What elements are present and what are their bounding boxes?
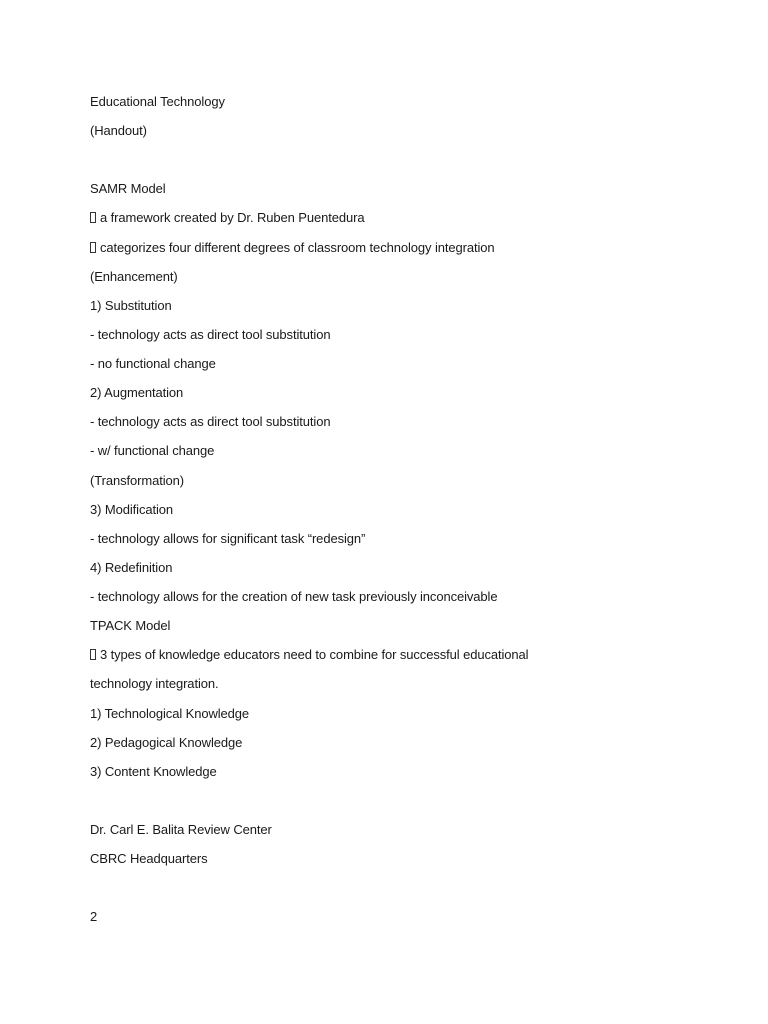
tpack-bullet-1 [90, 647, 528, 663]
document-title: Educational Technology [90, 94, 225, 109]
footer-location: CBRC Headquarters [90, 851, 208, 866]
samr-bullet-2 [90, 240, 495, 256]
samr-bullet-1-text: a framework created by Dr. Ruben Puentedura [100, 210, 365, 225]
tpack-item-2: 2) Pedagogical Knowledge [90, 735, 243, 750]
substitution-heading: 1) Substitution [90, 298, 172, 313]
enhancement-label: (Enhancement) [90, 269, 178, 284]
missing-glyph-icon [90, 242, 96, 253]
footer-organization: Dr. Carl E. Balita Review Center [90, 822, 272, 837]
page-number: 2 [90, 909, 98, 924]
transformation-label: (Transformation) [90, 473, 184, 488]
substitution-point-2: - no functional change [90, 356, 216, 371]
tpack-bullet-1-continuation: technology integration. [90, 676, 219, 691]
augmentation-point-1: - technology acts as direct tool substitution [90, 414, 331, 429]
modification-point-1: - technology allows for significant task “redesign” [90, 531, 366, 546]
redefinition-point-1: - technology allows for the creation of new task previously inconceivable [90, 589, 498, 604]
tpack-item-1: 1) Technological Knowledge [90, 706, 250, 721]
missing-glyph-icon [90, 649, 96, 660]
samr-bullet-2-text: categorizes four different degrees of classroom technology integration [100, 240, 495, 255]
samr-bullet-1 [90, 210, 365, 226]
document-subtitle: (Handout) [90, 123, 147, 138]
samr-heading: SAMR Model [90, 181, 166, 196]
substitution-point-1: - technology acts as direct tool substitution [90, 327, 331, 342]
modification-heading: 3) Modification [90, 502, 174, 517]
redefinition-heading: 4) Redefinition [90, 560, 173, 575]
augmentation-point-2: - w/ functional change [90, 443, 215, 458]
missing-glyph-icon [90, 212, 96, 223]
tpack-bullet-1-text: 3 types of knowledge educators need to combine for successful educational [100, 647, 529, 662]
tpack-heading: TPACK Model [90, 618, 171, 633]
tpack-item-3: 3) Content Knowledge [90, 764, 217, 779]
augmentation-heading: 2) Augmentation [90, 385, 184, 400]
